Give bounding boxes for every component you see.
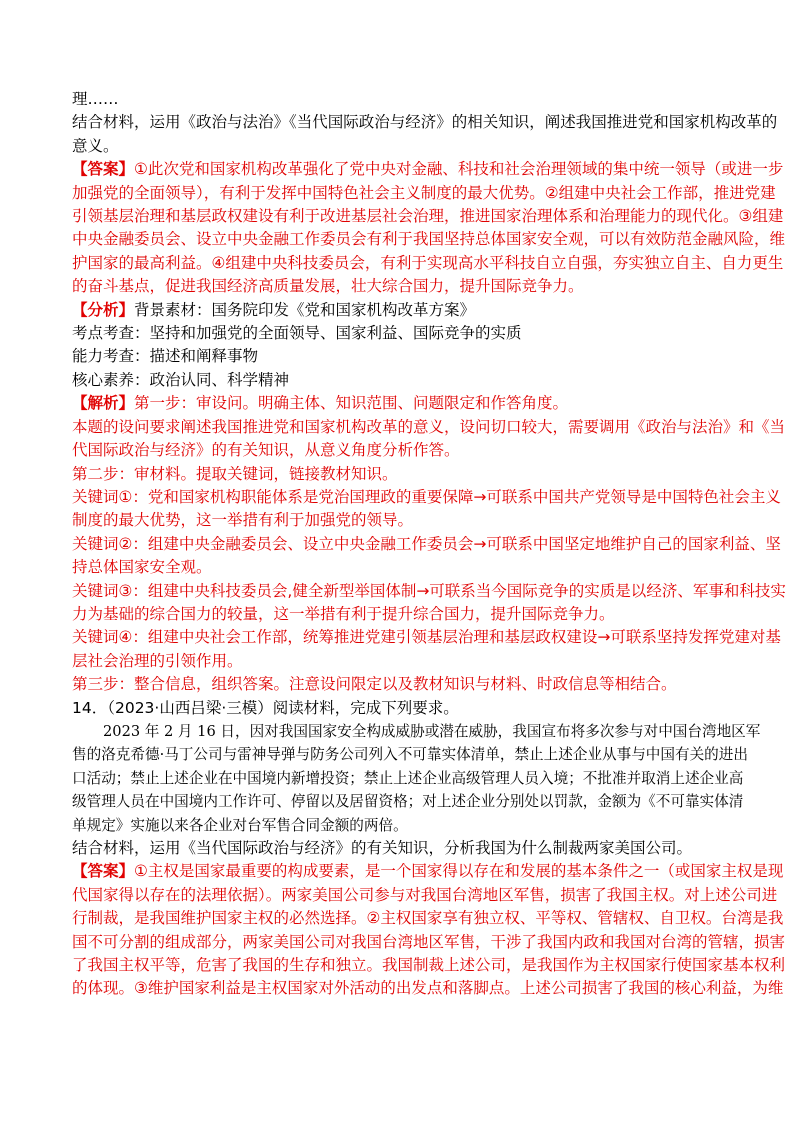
suyang-line: 核心素养：政治认同、科学精神 — [72, 370, 290, 389]
answer-tag: 【答案】 — [72, 862, 135, 881]
question-prompt: 结合材料，运用《当代国际政治与经济》的有关知识，分析我国为什么制裁两家美国公司。 — [72, 839, 693, 857]
answer-line: 中央金融委员会、设立中央金融工作委员会有利于我国坚持总体国家安全观，可以有效防范金融风险，维 — [72, 230, 786, 249]
answer-line: 【答案】①主权是国家最重要的构成要素，是一个国家得以存在和发展的基本条件之一（或国家主权是现 — [72, 862, 784, 881]
document-page — [72, 88, 786, 1001]
answer-line: 国不可分割的组成部分，两家美国公司对我国台湾地区军售，干涉了我国内政和我国对台湾的管辖，损害 — [72, 932, 786, 951]
jiexi-line: 代国际政治与经济》的有关知识，从意义角度分析作答。 — [72, 441, 460, 460]
text-line: 理…… — [72, 90, 119, 108]
keyword-line: 力为基础的综合国力的较量，这一举措有利于提升综合国力，提升国际竞争力。 — [72, 604, 615, 623]
keyword-line: 制度的最大优势，这一举措有利于加强党的领导。 — [72, 511, 414, 530]
material-line: 2023 年 2 月 16 日，因对我国国家安全构成威胁或潜在威胁，我国宣布将多次参与对中国台湾地区军 — [103, 722, 761, 740]
keyword-line: 关键词④：组建中央社会工作部，统筹推进党建引领基层治理和基层政权建设→可联系坚持发挥党建对基 — [72, 628, 781, 647]
answer-line: 加强党的全面领导），有利于发挥中国特色社会主义制度的最大优势。②组建中央社会工作部，推进党建 — [72, 183, 776, 202]
answer-line: 的奋斗基点，促进我国经济高质量发展，壮大综合国力，提升国际竞争力。 — [72, 277, 584, 296]
material-line: 级管理人员在中国境内工作许可、停留以及居留资格；对上述企业分别处以罚款，金额为《不可靠实体清 — [72, 793, 744, 811]
jiexi-line: 【解析】第一步：审设问。明确主体、知识范围、问题限定和作答角度。 — [72, 394, 569, 413]
material-line: 单规定》实施以来各企业对台军售合同金额的两倍。 — [72, 816, 408, 834]
jiexi-tag: 【解析】 — [72, 394, 135, 413]
analysis-tag: 【分析】 — [72, 300, 135, 319]
question-header: 14．（2023·山西吕梁·三模）阅读材料，完成下列要求。 — [72, 698, 459, 717]
keyword-line: 关键词②：组建中央金融委员会、设立中央金融工作委员会→可联系中国坚定地维护自己的国家利益、坚 — [72, 534, 781, 553]
keyword-line: 持总体国家安全观。 — [72, 558, 212, 577]
material-line: 售的洛克希德·马丁公司与雷神导弹与防务公司列入不可靠实体清单，禁止上述企业从事与中国有关的进出 — [72, 746, 748, 764]
question-prompt: 意义。 — [72, 136, 119, 155]
keyword-line: 层社会治理的引领作用。 — [72, 651, 243, 670]
step3-line: 第三步：整合信息，组织答案。注意设问限定以及教材知识与材料、时政信息等相结合。 — [72, 675, 677, 694]
answer-line: 了我国主权平等，危害了我国的生存和独立。我国制裁上述公司，是我国作为主权国家行使国家基本权利 — [72, 956, 786, 975]
answer-line: 的体现。③维护国家利益是主权国家对外活动的出发点和落脚点。上述公司损害了我国的核心利益，为维 — [72, 979, 784, 998]
answer-line: 代国家得以存在的法理依据）。两家美国公司参与对我国台湾地区军售，损害了我国主权。对上述公司进 — [72, 885, 778, 904]
analysis-line: 【分析】背景素材：国务院印发《党和国家机构改革方案》 — [72, 300, 476, 319]
step2-line: 第二步：审材料。提取关键词，链接教材知识。 — [72, 464, 398, 483]
answer-tag: 【答案】 — [72, 160, 135, 179]
answer-line: 护国家的最高利益。④组建中央科技委员会，有利于实现高水平科技自立自强，夯实独立自主、自力更生 — [72, 253, 784, 272]
kaodian-line: 考点考查：坚持和加强党的全面领导、国家利益、国际竞争的实质 — [72, 324, 522, 343]
keyword-line: 关键词①：党和国家机构职能体系是党治国理政的重要保障→可联系中国共产党领导是中国特色社会主义 — [72, 487, 781, 506]
material-line: 口活动；禁止上述企业在中国境内新增投资；禁止上述企业高级管理人员入境；不批准并取消上述企业高 — [72, 769, 744, 787]
answer-line: 引领基层治理和基层政权建设有利于改进基层社会治理，推进国家治理体系和治理能力的现代化。③组建 — [72, 207, 784, 226]
answer-line: 行制裁，是我国维护国家主权的必然选择。②主权国家享有独立权、平等权、管辖权、自卫权。台湾是我 — [72, 909, 784, 928]
keyword-line: 关键词③：组建中央科技委员会,健全新型举国体制→可联系当今国际竞争的实质是以经济、军事和科技实 — [72, 581, 786, 600]
question-prompt: 结合材料，运用《政治与法治》《当代国际政治与经济》的相关知识，阐述我国推进党和国家机构改革的 — [72, 113, 778, 132]
nengli-line: 能力考查：描述和阐释事物 — [72, 347, 259, 366]
jiexi-line: 本题的设问要求阐述我国推进党和国家机构改革的意义，设问切口较大，需要调用《政治与法治》和《当 — [72, 417, 786, 436]
answer-line: 【答案】①此次党和国家机构改革强化了党中央对金融、科技和社会治理领域的集中统一领导（或进一步 — [72, 160, 784, 179]
